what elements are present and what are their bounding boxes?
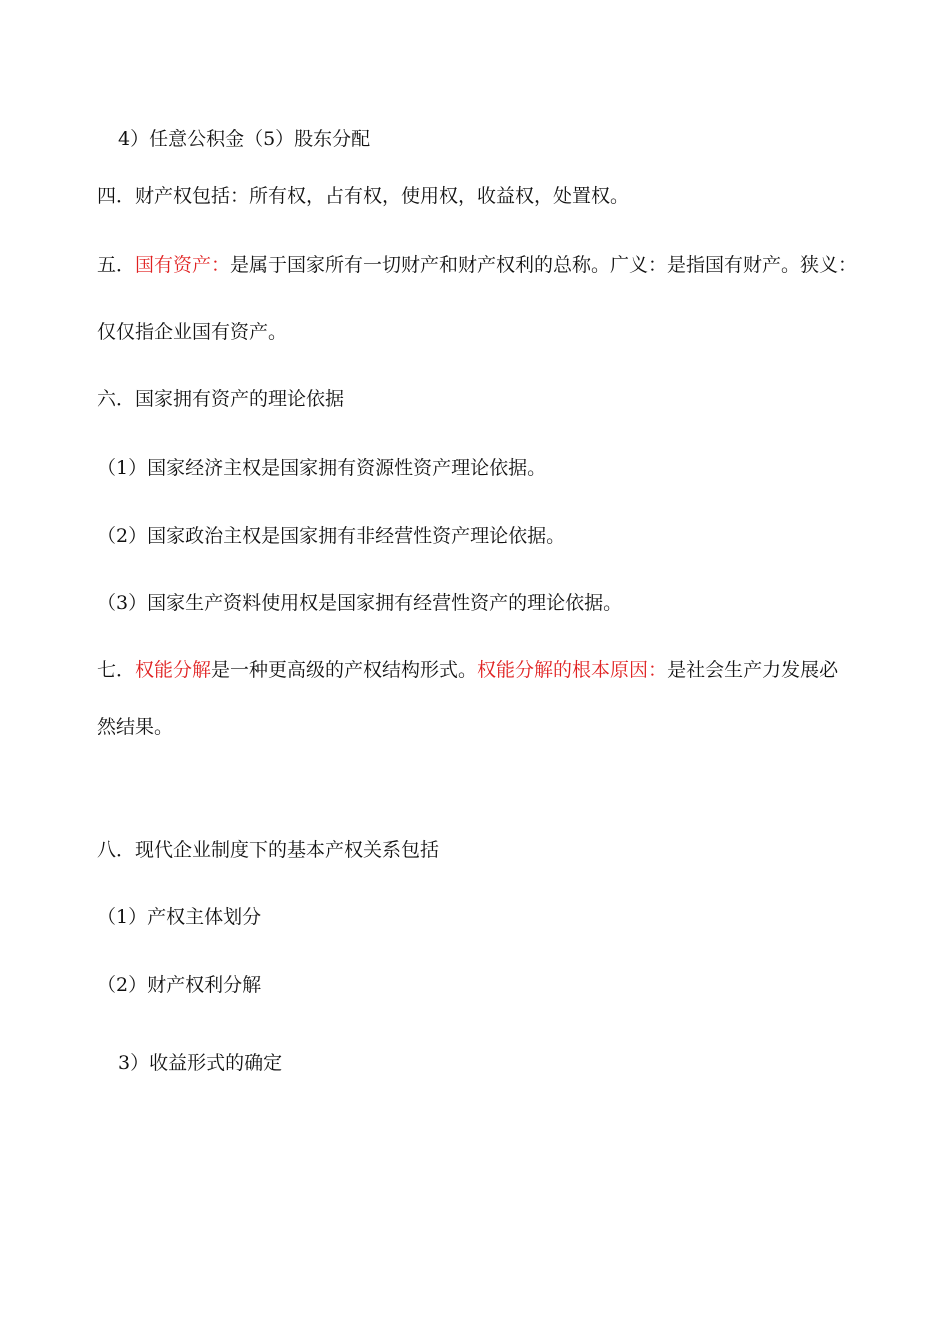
section-8-item-3: 3）收益形式的确定	[118, 1052, 283, 1074]
section-4-property-rights: 四．财产权包括：所有权，占有权，使用权，收益权，处置权。	[97, 185, 630, 207]
section-8-item-2: （2）财产权利分解	[97, 974, 262, 996]
power-decomposition-term: 权能分解	[135, 659, 212, 681]
state-assets-term: 国有资产：	[135, 254, 231, 276]
section-7-continuation: 然结果。	[97, 716, 174, 738]
power-decomposition-definition: 是一种更高级的产权结构形式。	[211, 659, 478, 681]
root-cause-term: 权能分解的根本原因：	[477, 659, 668, 681]
section-5-number: 五．	[97, 254, 136, 276]
section-6-item-2: （2）国家政治主权是国家拥有非经营性资产理论依据。	[97, 525, 566, 547]
section-6-item-3: （3）国家生产资料使用权是国家拥有经营性资产的理论依据。	[97, 592, 623, 614]
item-4-5: 4）任意公积金（5）股东分配	[118, 128, 371, 150]
section-7-power-decomposition	[97, 658, 838, 682]
section-5-state-assets	[97, 253, 857, 277]
root-cause-text: 是社会生产力发展必	[667, 659, 839, 681]
section-7-number: 七．	[97, 659, 136, 681]
section-8-heading: 八．现代企业制度下的基本产权关系包括	[97, 839, 440, 861]
section-6-item-1: （1）国家经济主权是国家拥有资源性资产理论依据。	[97, 457, 547, 479]
section-6-heading: 六．国家拥有资产的理论依据	[97, 388, 345, 410]
section-8-item-1: （1）产权主体划分	[97, 906, 262, 928]
section-5-continuation: 仅仅指企业国有资产。	[97, 321, 288, 343]
state-assets-definition: 是属于国家所有一切财产和财产权利的总称。广义：是指国有财产。狭义：	[230, 254, 858, 276]
